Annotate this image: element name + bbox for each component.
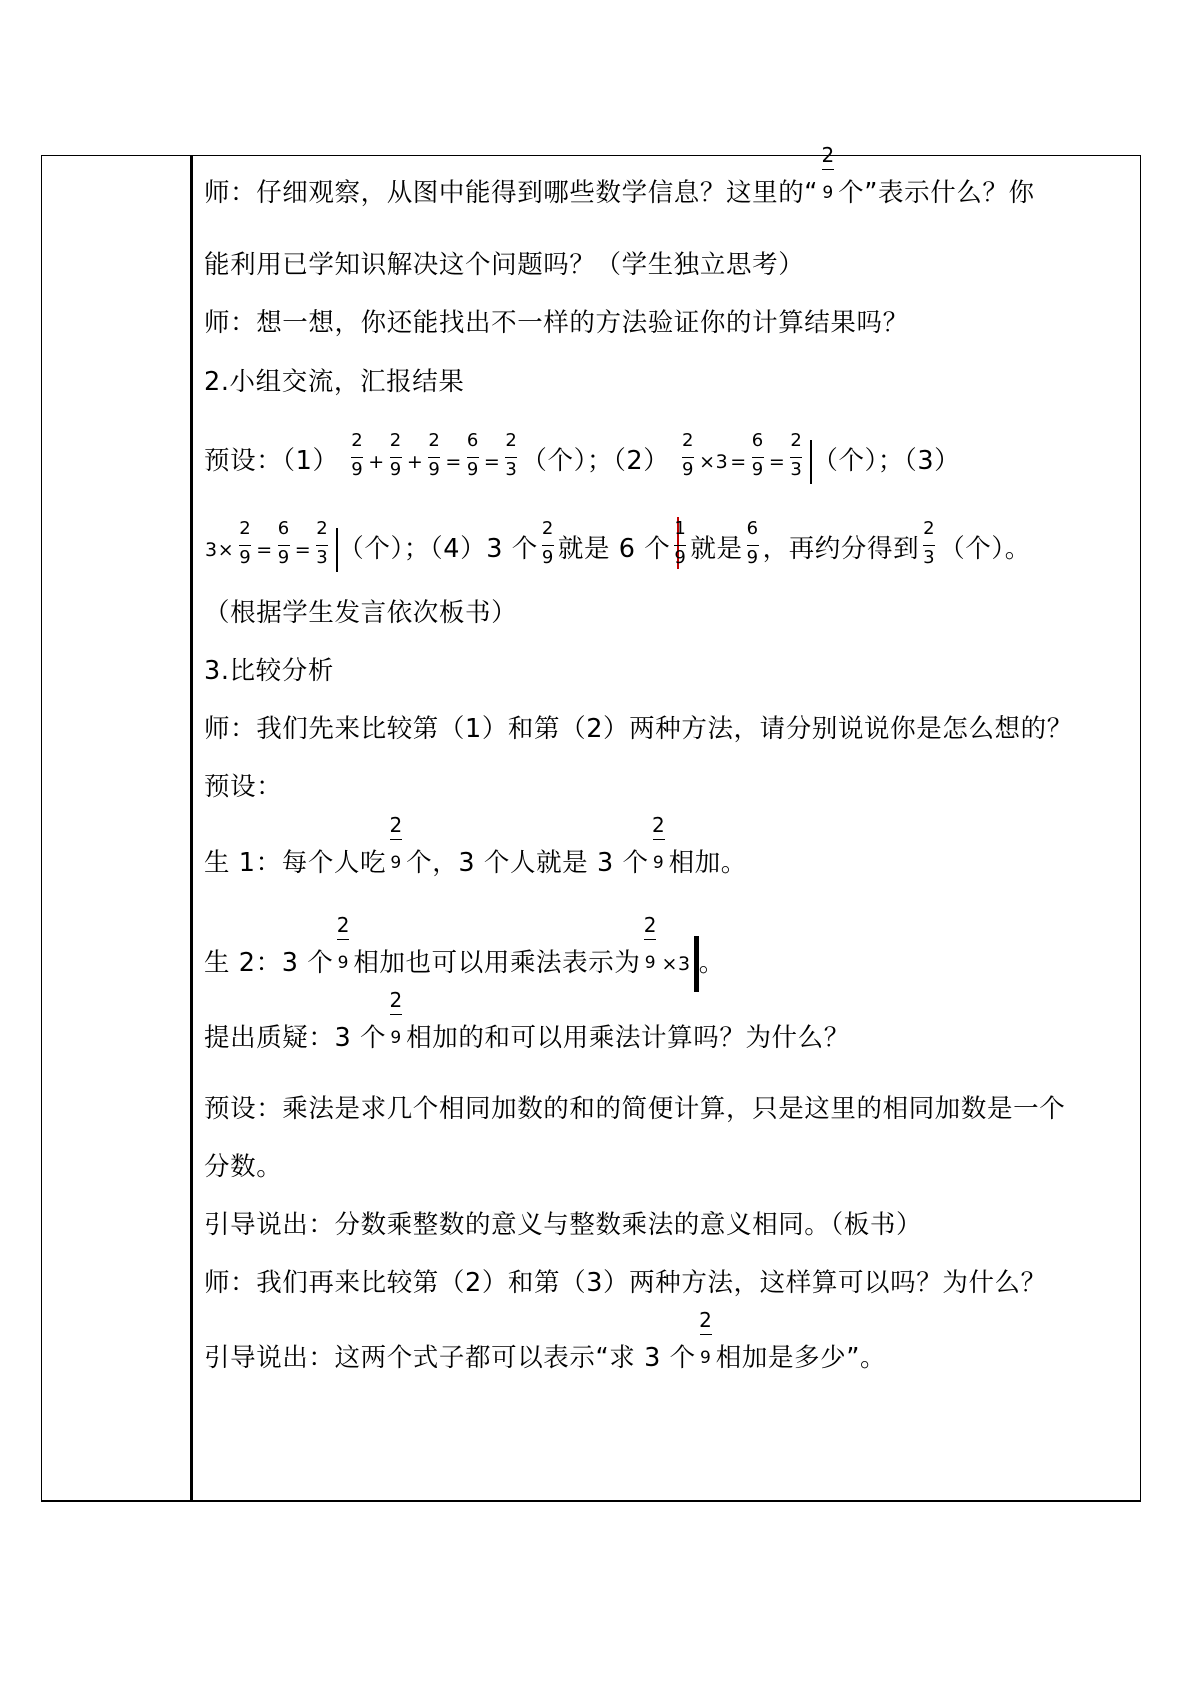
line-question: 提出质疑：3 个 $\frac{2}{9}$ 相加的和可以用乘法计算吗？为什么？ (204, 988, 850, 1053)
line-fraction-word: 分数。 (204, 1152, 283, 1182)
line-presets-1-3: 预设：（1） $\frac{2}{9}$ + $\frac{2}{9}$ + $\frac{2}{9}$ = $\frac{6}{9}$ = $\frac{2}{3}$ （个）；（2） $\frac{2}{9}$ ×3 = $\frac{6}{9}$ = $\frac{2}{3}$ （个）；（3） (204, 440, 960, 484)
line-preset-label: 预设： (204, 772, 283, 802)
line-teacher-observe: 师：仔细观察，从图中能得到哪些数学信息？这里的“ $\frac{2}{9}$ 个”表示什么？你 (204, 143, 1035, 208)
fraction: $\frac{2}{9}$ (389, 430, 402, 480)
fraction: $\frac{2}{3}$ (923, 518, 936, 568)
line-guide-meaning: 引导说出：分数乘整数的意义与整数乘法的意义相同。（板书） (204, 1210, 923, 1240)
fraction: $\frac{2}{9}$ (699, 1308, 713, 1368)
fraction: $\frac{2}{3}$ (505, 430, 518, 480)
fraction: $\frac{6}{9}$ (746, 518, 759, 568)
line-preset-multiplication: 预设：乘法是求几个相同加数的和的简便计算，只是这里的相同加数是一个 (204, 1094, 1066, 1124)
fraction: $\frac{2}{9}$ (389, 813, 403, 873)
line-teacher-verify: 师：想一想，你还能找出不一样的方法验证你的计算结果吗？ (204, 308, 909, 338)
fraction: $\frac{6}{9}$ (277, 518, 290, 568)
fraction: $\frac{2}{9}$ (651, 813, 666, 873)
line-teacher-compare-1-2: 师：我们先来比较第（1）和第（2）两种方法，请分别说说你是怎么想的？ (204, 714, 1073, 744)
fraction: $\frac{6}{9}$ (751, 430, 764, 480)
fraction: $\frac{6}{9}$ (466, 430, 479, 480)
line-student-think: 能利用已学知识解决这个问题吗？（学生独立思考） (204, 250, 805, 280)
line-board-note: （根据学生发言依次板书） (204, 598, 518, 628)
fraction: $\frac{2}{9}$ (336, 913, 351, 973)
line-student-2: 生 2：3 个 $\frac{2}{9}$ 相加也可以用乘法表示为 $\frac{2}{9}$ ×3 。 (204, 936, 725, 992)
line-guide-conclusion: 引导说出：这两个式子都可以表示“求 3 个 $\frac{2}{9}$ 相加是多少”。 (204, 1308, 887, 1373)
line-teacher-compare-2-3: 师：我们再来比较第（2）和第（3）两种方法，这样算可以吗？为什么？ (204, 1268, 1047, 1298)
fraction: $\frac{2}{3}$ (316, 518, 329, 568)
section-heading-group-exchange: 2.小组交流，汇报结果 (204, 367, 465, 397)
fraction-2-9: $\frac{2}{9}$ (821, 143, 835, 203)
fraction: $\frac{2}{9}$ (351, 430, 364, 480)
fraction: $\frac{2}{9}$ (682, 430, 695, 480)
fraction: $\frac{2}{9}$ (541, 518, 554, 568)
fraction: $\frac{1}{9}$ (674, 518, 687, 568)
lesson-table (41, 143, 1141, 1502)
fraction: $\frac{2}{3}$ (790, 430, 803, 480)
fraction: $\frac{2}{9}$ (389, 988, 403, 1048)
section-heading-compare: 3.比较分析 (204, 656, 334, 686)
fraction: $\frac{2}{9}$ (239, 518, 252, 568)
line-student-1: 生 1：每个人吃 $\frac{2}{9}$ 个，3 个人就是 3 个 $\frac{2}{9}$ 相加。 (204, 813, 747, 878)
line-presets-3-4: 3× $\frac{2}{9}$ = $\frac{6}{9}$ = $\frac{2}{3}$ （个）；（4）3 个 $\frac{2}{9}$ 就是 6 个 $\frac{1}{9}$ 就是 $\frac{6}{9}$ ，再约分得到 $\frac{2}{3}$ （个）。 (204, 528, 1031, 572)
column-divider (190, 156, 193, 1500)
fraction: $\frac{2}{9}$ (643, 913, 658, 973)
fraction: $\frac{2}{9}$ (428, 430, 441, 480)
